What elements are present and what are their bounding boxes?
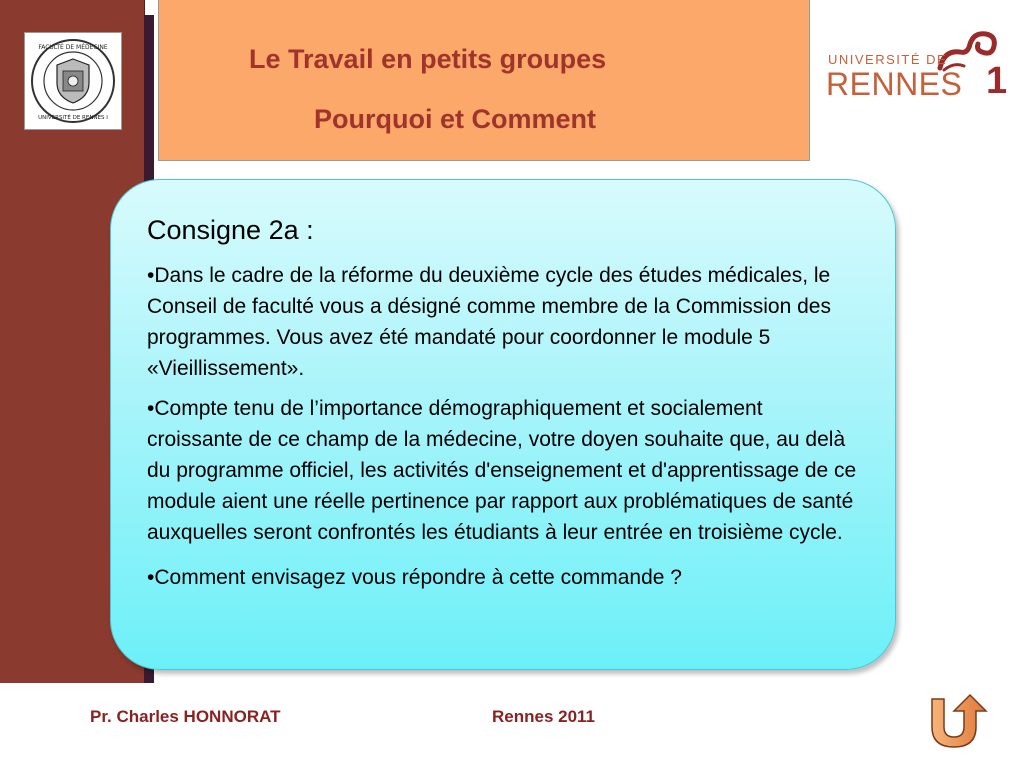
university-logo [826,30,1006,100]
instructions-paragraph-1: •Dans le cadre de la réforme du deuxième cycle des études médicales, le Conseil de faculté vous a désigné comme membre de la Commission des programmes. Vous avez été mandaté pour coordonner le module 5 «Vieillissement». [147,264,831,381]
faculty-seal-icon [29,37,117,125]
university-number: 1 [986,60,1008,102]
page-subtitle: Pourquoi et Comment [314,104,596,134]
university-name-line1: UNIVERSITÉ DE [828,52,948,67]
page-title: Le Travail en petits groupes [249,44,607,74]
footer-place-year: Rennes 2011 [492,707,596,726]
return-button[interactable] [924,693,1000,751]
instructions-paragraph-2: •Compte tenu de l’importance démographiquement et socialement croissante de ce champ de la médecine, votre doyen souhaite que, au delà du programme officiel, les activités d'enseignement et d'apprentissage de ce module aient une réelle pertinence par rapport aux problématiques de santé auxquelles seront confrontés les étudiants à leur entrée en troisième cycle. [147,397,857,545]
university-name-line2: RENNES [826,66,963,102]
return-arrow-icon [924,693,1000,751]
instructions-heading: Consigne 2a : [147,215,314,245]
svg-text:UNIVERSITÉ DE RENNES I: UNIVERSITÉ DE RENNES I [38,115,108,121]
instructions-paragraph-3: •Comment envisagez vous répondre à cette commande ? [147,566,682,590]
footer-author: Pr. Charles HONNORAT [90,707,281,726]
faculty-logo [24,32,122,130]
title-banner [158,0,810,161]
instructions-panel [110,179,896,670]
svg-text:FACULTÉ DE MÉDECINE: FACULTÉ DE MÉDECINE [38,44,108,51]
